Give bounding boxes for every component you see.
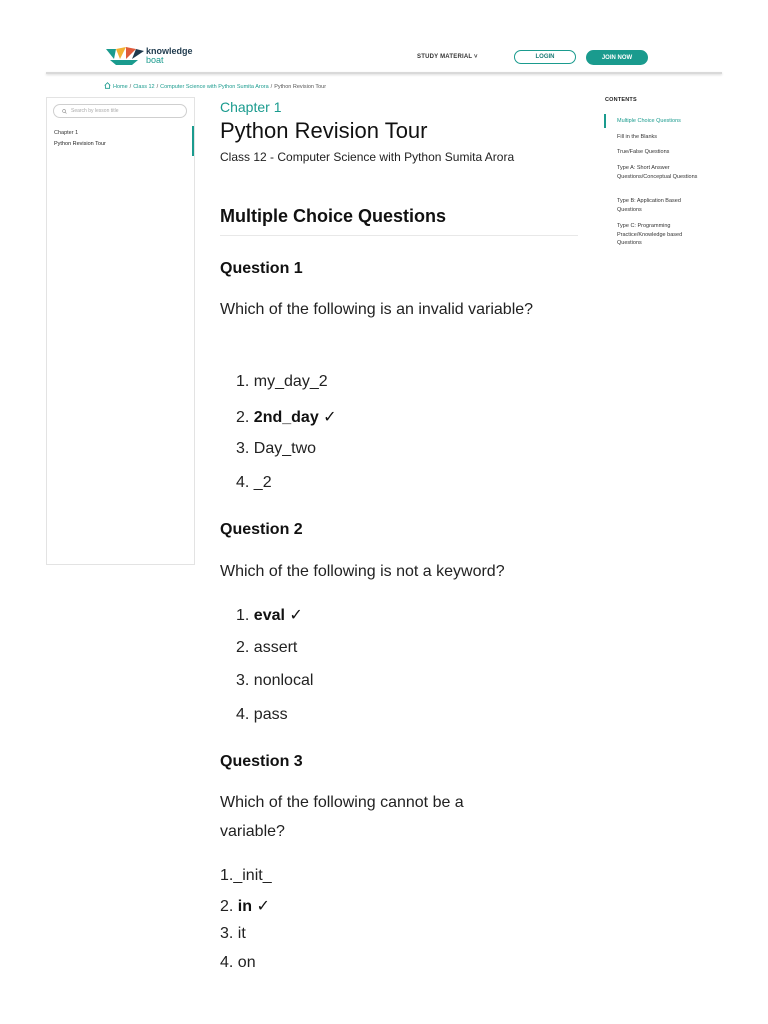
option-item [236, 639, 297, 657]
option-item [236, 373, 328, 391]
breadcrumb-class[interactable]: Class 12 [133, 83, 155, 90]
option-text: Day_two [253, 440, 317, 457]
option-number: 1. [236, 607, 250, 624]
breadcrumb-home[interactable]: Home [113, 83, 128, 90]
contents-item-type-b[interactable]: Type B: Application Based Questions [617, 198, 681, 213]
contents-heading: CONTENTS [605, 97, 637, 103]
option-number: 1. [236, 373, 250, 390]
option-text: 2nd_day ✓ [253, 409, 337, 426]
option-text: in ✓ [237, 898, 270, 915]
option-number: 2. [220, 898, 234, 915]
option-item [220, 925, 246, 943]
study-material-menu[interactable] [417, 54, 478, 60]
section-heading: Multiple Choice Questions [220, 206, 447, 226]
breadcrumb [104, 82, 326, 91]
breadcrumb-separator: / [129, 83, 132, 90]
lesson-sidebar [46, 97, 195, 565]
logo-text [146, 47, 193, 65]
option-number: 3. [236, 672, 250, 689]
logo-line2: boat [146, 55, 164, 65]
option-item-correct [236, 407, 337, 427]
question-text: Which of the following is not a keyword? [220, 563, 505, 580]
option-item [220, 954, 256, 972]
option-text: _init_ [233, 867, 272, 884]
breadcrumb-separator: / [270, 83, 273, 90]
question-heading: Question 2 [220, 521, 303, 538]
option-item-correct [236, 605, 303, 625]
option-item-correct [220, 896, 270, 916]
home-icon[interactable] [104, 82, 111, 91]
option-text: nonlocal [253, 672, 314, 689]
join-now-button[interactable]: JOIN NOW [586, 50, 648, 65]
option-text: pass [253, 706, 288, 723]
contents-item-type-c[interactable]: Type C: Programming Practice/Knowledge based Questions [617, 223, 683, 246]
option-number: 2. [236, 409, 250, 426]
contents-item-mcq[interactable]: Multiple Choice Questions [617, 118, 681, 124]
option-text: my_day_2 [253, 373, 328, 390]
option-number: 4. [236, 474, 250, 491]
option-item [236, 440, 316, 458]
question-heading: Question 1 [220, 260, 303, 277]
login-button[interactable]: LOGIN [514, 50, 576, 64]
option-text: assert [253, 639, 298, 656]
option-number: 4. [220, 954, 234, 971]
question-text: Which of the following is an invalid variable? [220, 301, 534, 318]
option-item [236, 706, 288, 724]
boat-logo-icon [104, 45, 144, 67]
option-text: _2 [253, 474, 272, 491]
contents-item-true-false[interactable]: True/False Questions [617, 149, 670, 155]
sidebar-chapter-label: Chapter 1 [54, 130, 79, 136]
option-item [236, 474, 272, 492]
page-title: Python Revision Tour [220, 118, 428, 143]
header-divider [46, 72, 722, 74]
search-input[interactable] [53, 104, 187, 118]
option-text: eval ✓ [253, 607, 303, 624]
question-text: Which of the following cannot be a variable? [220, 794, 464, 840]
chapter-label: Chapter 1 [220, 99, 282, 115]
page-subtitle: Class 12 - Computer Science with Python Sumita Arora [220, 150, 515, 164]
breadcrumb-separator: / [156, 83, 159, 90]
option-text: it [237, 925, 246, 942]
search-icon [62, 109, 67, 114]
search-placeholder: Search by lesson title [71, 108, 119, 114]
contents-active-indicator [604, 114, 606, 128]
option-number: 1. [220, 867, 234, 884]
logo-line1: knowledge [146, 46, 193, 56]
option-number: 3. [220, 925, 234, 942]
option-number: 2. [236, 639, 250, 656]
sidebar-active-indicator [192, 126, 194, 156]
section-divider [220, 235, 578, 236]
breadcrumb-current: Python Revision Tour [274, 83, 327, 90]
question-heading: Question 3 [220, 753, 303, 770]
option-number: 3. [236, 440, 250, 457]
option-item [236, 672, 313, 690]
site-logo[interactable] [104, 45, 204, 67]
breadcrumb-book[interactable]: Computer Science with Python Sumita Arora [160, 83, 269, 90]
contents-item-type-a[interactable]: Type A: Short Answer Questions/Conceptual Questions [617, 165, 698, 180]
option-item [220, 867, 272, 885]
chevron-down-icon: ˅ [472, 54, 478, 60]
option-number: 4. [236, 706, 250, 723]
contents-item-fill-blanks[interactable]: Fill in the Blanks [617, 134, 658, 140]
sidebar-item-python-revision-tour[interactable]: Python Revision Tour [54, 141, 106, 147]
study-material-label: STUDY MATERIAL [417, 54, 473, 60]
option-text: on [237, 954, 256, 971]
